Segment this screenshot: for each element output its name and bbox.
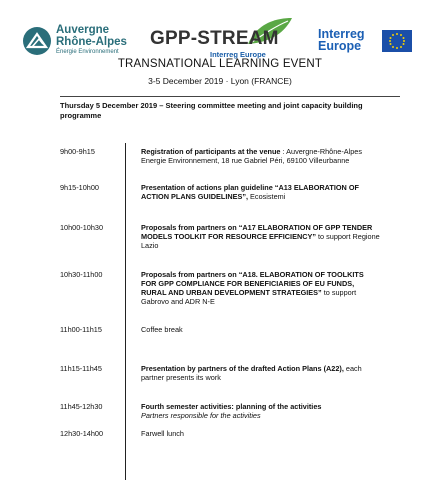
agenda-time: 10h30-11h00 bbox=[60, 270, 103, 279]
agenda-normal: Coffee break bbox=[141, 325, 183, 334]
agenda-bold: Fourth semester activities: planning of the activities bbox=[141, 402, 322, 411]
agenda-desc bbox=[141, 223, 381, 250]
agenda-time: 12h30-14h00 bbox=[60, 429, 104, 438]
agenda-desc bbox=[141, 147, 381, 165]
agenda-desc bbox=[141, 325, 381, 334]
interreg-logo-line2: Europe bbox=[318, 39, 362, 53]
agenda-bold: Presentation of actions plan guideline “A13 ELABORATION OF ACTION PLANS GUIDELINES”, bbox=[141, 183, 359, 201]
day-heading: Thursday 5 December 2019 – Steering committee meeting and joint capacity building programme bbox=[60, 101, 363, 120]
agenda-italic: Partners responsible for the activities bbox=[141, 411, 261, 420]
agenda-normal: each partner presents its work bbox=[141, 364, 362, 382]
interreg-logo-line1: Interreg bbox=[318, 27, 365, 41]
agenda-time: 11h45-12h30 bbox=[60, 402, 103, 411]
event-date: 3-5 December 2019 · Lyon (FRANCE) bbox=[148, 76, 292, 86]
divider bbox=[60, 96, 400, 97]
gpp-stream-logo bbox=[150, 16, 300, 58]
interreg-europe-logo bbox=[318, 28, 414, 58]
agenda-normal: Ecosistemi bbox=[248, 192, 286, 201]
agenda-time: 11h00-11h15 bbox=[60, 325, 102, 334]
timeline-divider bbox=[125, 143, 126, 480]
arp-logo-line2: Rhône-Alpes bbox=[56, 36, 127, 48]
gpp-logo-name: GPP-STREAM bbox=[150, 28, 279, 49]
agenda-desc bbox=[141, 402, 381, 420]
agenda-desc bbox=[141, 270, 381, 306]
agenda-time: 9h15-10h00 bbox=[60, 183, 99, 192]
agenda-normal: to support Gabrovo and ADR N-E bbox=[141, 288, 357, 306]
agenda-desc bbox=[141, 183, 381, 201]
arp-logo-line1: Auvergne bbox=[56, 24, 110, 36]
agenda-time: 11h15-11h45 bbox=[60, 364, 102, 373]
mountain-triangle-icon bbox=[22, 26, 52, 56]
eu-flag-icon bbox=[382, 30, 412, 52]
agenda-normal: : Auvergne-Rhône-Alpes Energie Environnement, 18 rue Gabriel Péri, 69100 Villeurbanne bbox=[141, 147, 363, 165]
agenda-bold: Proposals from partners on “A17 ELABORATION OF GPP TENDER MODELS TOOLKIT FOR RESOURCE EFFICIENCY” bbox=[141, 223, 373, 241]
agenda-desc bbox=[141, 364, 381, 382]
agenda-bold: Presentation by partners of the drafted Action Plans (A22), bbox=[141, 364, 344, 373]
event-title: TRANSNATIONAL LEARNING EVENT bbox=[117, 58, 323, 70]
arp-logo-line3: Énergie Environnement bbox=[56, 49, 119, 55]
agenda-normal: Farwell lunch bbox=[141, 429, 184, 438]
agenda-time: 9h00-9h15 bbox=[60, 147, 95, 156]
agenda-bold: Registration of participants at the venue bbox=[141, 147, 281, 156]
agenda-time: 10h00-10h30 bbox=[60, 223, 104, 232]
agenda-desc bbox=[141, 429, 381, 438]
agenda-normal: to support Regione Lazio bbox=[141, 232, 380, 250]
gpp-logo-sub: Interreg Europe bbox=[210, 50, 266, 59]
agenda-bold: Proposals from partners on “A18. ELABORATION OF TOOLKITS FOR GPP COMPLIANCE FOR BENEFICIARIES OF EU FUNDS, RURAL AND URBAN DEVELOPMENT STRATEGIES” bbox=[141, 270, 364, 297]
